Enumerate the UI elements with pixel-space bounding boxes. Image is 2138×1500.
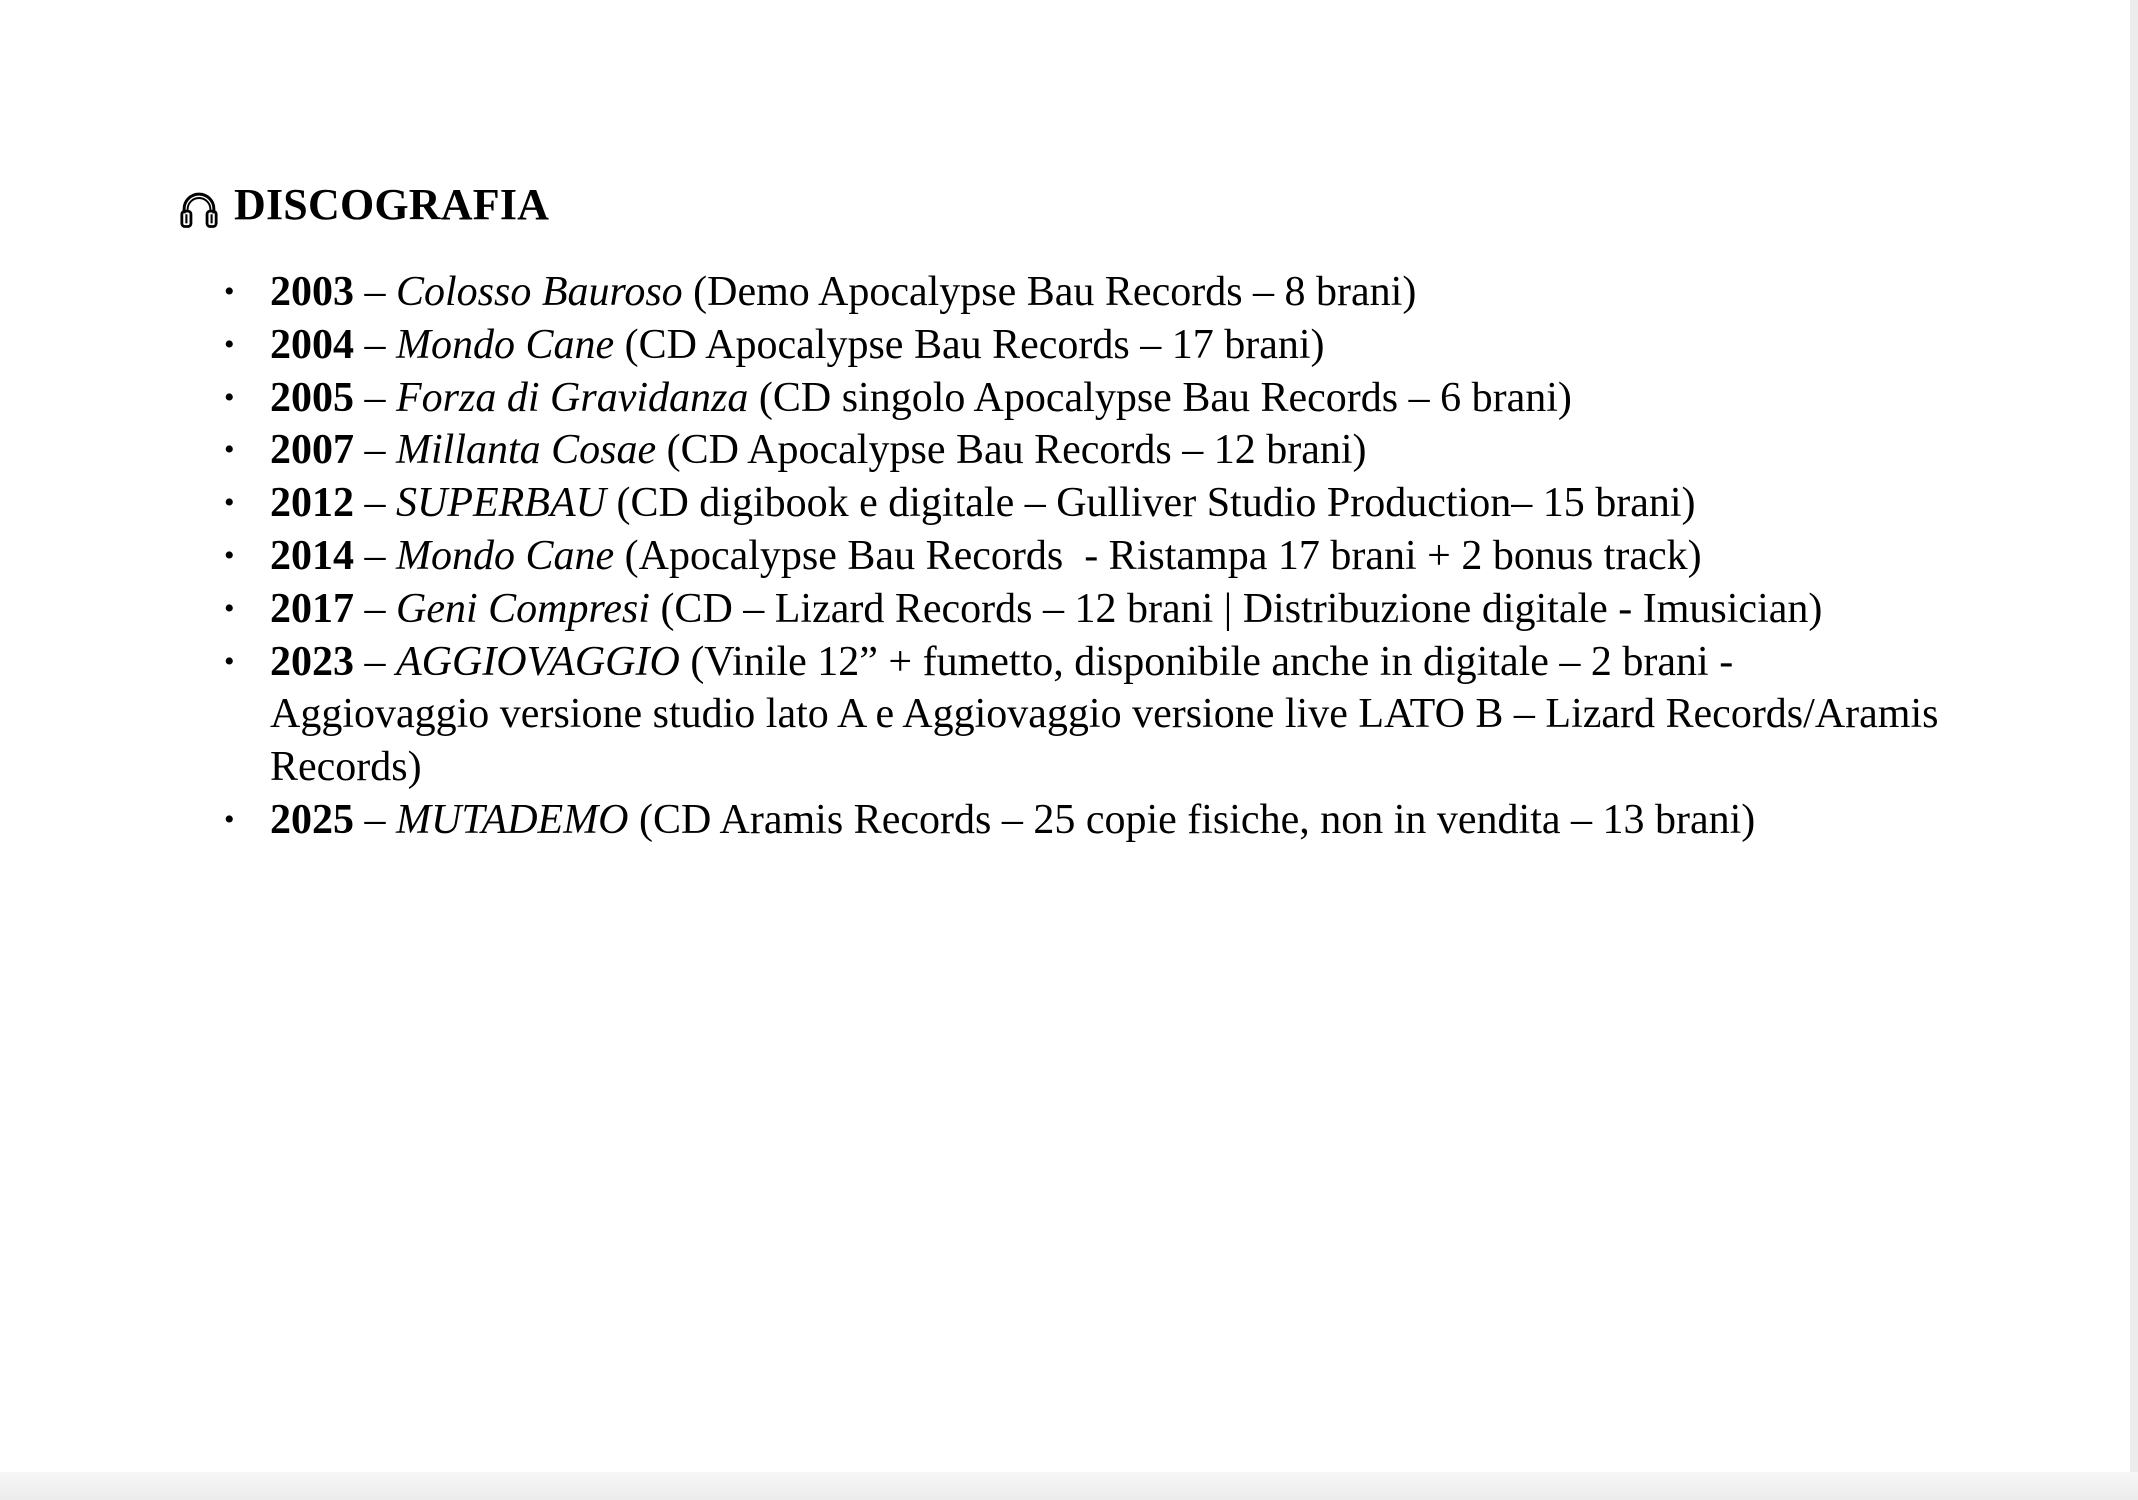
list-item <box>0 636 1960 794</box>
separator-dash: – <box>354 585 396 632</box>
list-item <box>0 372 1960 425</box>
release-title: Geni Compresi <box>396 585 650 632</box>
bullet-icon: • <box>224 380 235 414</box>
bullet-icon: • <box>224 275 235 308</box>
bullet-icon: • <box>224 802 235 836</box>
release-details: (Apocalypse Bau Records - Ristampa 17 brani + 2 bonus track) <box>614 532 1702 579</box>
list-item <box>0 530 1960 583</box>
release-title: SUPERBAU <box>396 480 606 527</box>
release-year: 2017 <box>270 585 354 632</box>
separator-dash: – <box>354 321 396 368</box>
list-item <box>0 319 1960 372</box>
release-details: (Vinile 12” + fumetto, disponibile anche in digitale – 2 brani - Aggiovaggio versione studio lato A e Aggiovaggio versione live LATO B – Lizard Records/Aramis Records) <box>270 638 1939 791</box>
bullet-icon: • <box>224 433 235 467</box>
bullet-icon: • <box>224 486 235 520</box>
separator-dash: – <box>354 532 396 579</box>
separator-dash: – <box>354 638 396 685</box>
list-item <box>0 266 1960 319</box>
release-details: (CD Aramis Records – 25 copie fisiche, non in vendita – 13 brani) <box>628 796 1756 843</box>
discography-list <box>0 266 1960 847</box>
release-title: Millanta Cosae <box>396 427 657 474</box>
separator-dash: – <box>354 427 396 474</box>
bullet-icon: • <box>224 644 235 678</box>
release-year: 2023 <box>270 638 354 685</box>
release-title: AGGIOVAGGIO <box>396 638 680 685</box>
page-edge <box>2130 0 2138 1500</box>
section-heading <box>178 175 549 235</box>
separator-dash: – <box>354 374 396 421</box>
list-item <box>0 583 1960 636</box>
release-year: 2003 <box>270 269 354 315</box>
release-details: (CD Apocalypse Bau Records – 17 brani) <box>614 321 1325 368</box>
bullet-icon: • <box>224 591 235 625</box>
release-year: 2007 <box>270 427 354 474</box>
release-title: Mondo Cane <box>396 532 615 579</box>
release-details: (CD singolo Apocalypse Bau Records – 6 brani) <box>748 374 1572 421</box>
release-title: Forza di Gravidanza <box>396 374 749 421</box>
release-title: Colosso Bauroso <box>396 269 683 315</box>
release-title: Mondo Cane <box>396 321 615 368</box>
release-year: 2012 <box>270 480 354 527</box>
release-year: 2004 <box>270 321 354 368</box>
bullet-icon: • <box>224 327 235 361</box>
release-details: (CD digibook e digitale – Gulliver Studio Production– 15 brani) <box>605 480 1696 527</box>
bullet-icon: • <box>224 538 235 572</box>
list-item <box>0 477 1960 530</box>
release-title: MUTADEMO <box>396 796 629 843</box>
list-item <box>0 424 1960 477</box>
list-item <box>0 794 1960 847</box>
headphones-icon <box>178 188 220 230</box>
separator-dash: – <box>354 480 396 527</box>
release-year: 2005 <box>270 374 354 421</box>
heading-title: DISCOGRAFIA <box>234 180 550 229</box>
release-details: (CD – Lizard Records – 12 brani | Distribuzione digitale - Imusician) <box>649 585 1823 632</box>
release-details: (Demo Apocalypse Bau Records – 8 brani) <box>682 269 1417 315</box>
separator-dash: – <box>354 269 396 315</box>
release-year: 2025 <box>270 796 354 843</box>
separator-dash: – <box>354 796 396 843</box>
page-edge <box>0 1472 2138 1500</box>
release-year: 2014 <box>270 532 354 579</box>
release-details: (CD Apocalypse Bau Records – 12 brani) <box>656 427 1367 474</box>
